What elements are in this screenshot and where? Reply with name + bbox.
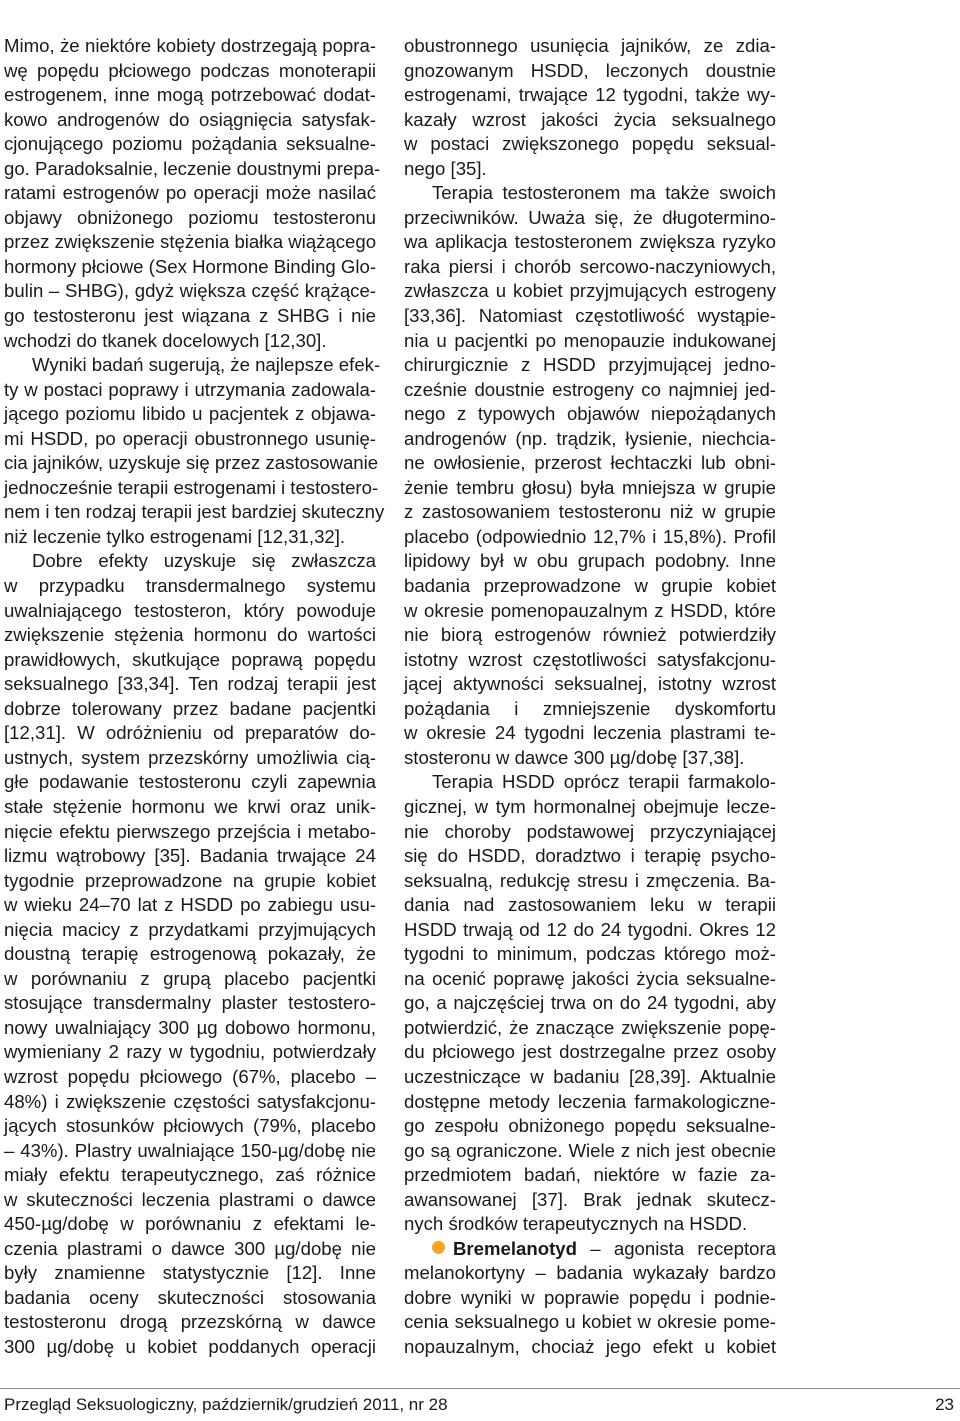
line-text: na ocenić poprawę jakości życia seksualne-: [404, 967, 776, 989]
line-text: awansowanej [37]. Brak jednak skutecz-: [404, 1188, 776, 1210]
text-line: [4, 500, 385, 525]
text-line: [4, 1310, 376, 1335]
line-text: objawy obniżonego poziomu testosteronu: [4, 206, 376, 228]
line-text: obustronnego usunięcia jajników, ze zdia-: [404, 35, 776, 56]
line-text: nego z typowych objawów niepożądanych: [404, 403, 776, 425]
text-line: [404, 255, 776, 280]
line-text: go testosteronu jest wiązana z SHBG i nie: [4, 305, 376, 327]
line-text: placebo (odpowiednio 12,7% i 15,8%). Profil: [404, 525, 776, 547]
text-line: [4, 34, 376, 59]
line-text: dobre wyniki w poprawie popędu i podnie-: [404, 1286, 776, 1308]
text-line: [404, 476, 776, 501]
text-line: [404, 206, 776, 231]
line-text: nięcia macicy z przydatkami przyjmujących: [4, 918, 376, 940]
line-text: w przypadku transdermalnego systemu: [4, 575, 376, 597]
text-line: [4, 918, 376, 943]
left-column: [4, 34, 385, 1360]
line-text: Wyniki badań sugerują, że najlepsze efek-: [32, 354, 381, 376]
line-text: przeciwników. Uważa się, że długotermino-: [404, 206, 776, 228]
line-text: przedmiotem badań, niektóre w fazie za-: [404, 1164, 776, 1186]
line-text: doustną terapię estrogenową pokazały, że: [4, 943, 376, 965]
text-line: [404, 1016, 776, 1041]
line-text: nie choroby podstawowej przyczyniającej: [404, 820, 776, 842]
text-line: [404, 157, 776, 182]
text-line: [404, 623, 776, 648]
line-text: czenia plastrami o dawce 300 µg/dobę nie: [4, 1237, 376, 1259]
text-line: [4, 1139, 376, 1164]
line-text: uczestniczące w badaniu [28,39]. Aktualnie: [404, 1065, 776, 1087]
line-text: nem i ten rodzaj terapii jest bardziej skuteczny: [4, 501, 385, 523]
text-line: [4, 991, 376, 1016]
line-text: melanokortyny – badania wykazały bardzo: [404, 1262, 776, 1284]
line-text: seksualną, redukcję stresu i zmęczenia. Ba-: [404, 869, 776, 891]
text-line: [4, 525, 376, 550]
text-line: [4, 1261, 376, 1286]
text-line: [404, 132, 776, 157]
text-line: [4, 206, 376, 231]
line-text: nych środków terapeutycznych na HSDD.: [404, 1213, 748, 1235]
text-line: [404, 967, 776, 992]
term-heading: Bremelanotyd: [453, 1237, 577, 1259]
text-line: [4, 599, 376, 624]
line-text: androgenów (np. trądzik, łysienie, niechcia-: [404, 427, 776, 449]
text-line: [4, 844, 376, 869]
line-text: go są ograniczone. Wiele z nich jest obecnie: [404, 1139, 776, 1161]
line-text: wchodzi do tkanek docelowych [12,30].: [4, 329, 327, 351]
text-line: [404, 525, 776, 550]
line-text: ustnych, system przezskórny umożliwia cią-: [4, 746, 376, 768]
line-text: przez zwiększenie stężenia białka wiążącego: [4, 231, 377, 253]
line-text: badania przeprowadzone w grupie kobiet: [404, 575, 776, 597]
text-line: [404, 1237, 776, 1262]
line-text: wymieniany 2 razy w tygodniu, potwierdzały: [4, 1041, 376, 1063]
text-line: [404, 648, 776, 673]
line-text: raka piersi i chorób sercowo-naczyniowych,: [404, 255, 776, 277]
text-line: [404, 353, 776, 378]
text-line: [4, 942, 376, 967]
text-line: [404, 721, 776, 746]
text-line: [4, 820, 376, 845]
text-line: [4, 1040, 376, 1065]
line-text: cjonującego poziomu pożądania seksualne-: [4, 133, 376, 155]
text-line: [4, 181, 376, 206]
line-text: jednocześnie terapii estrogenami i testostero-: [4, 476, 379, 498]
text-line: [404, 746, 776, 771]
line-text: wzrost popędu płciowego (67%, placebo –: [4, 1065, 376, 1087]
text-line: [404, 1212, 776, 1237]
line-text: ty w postaci poprawy i utrzymania zadowala-: [4, 378, 376, 400]
line-text: nego [35].: [404, 157, 487, 179]
line-text: nięcie efektu pierwszego przejścia i metabo-: [4, 820, 376, 842]
text-line: [4, 1114, 376, 1139]
text-line: [404, 1065, 776, 1090]
text-line: [404, 1040, 776, 1065]
text-line: [404, 1188, 776, 1213]
text-line: [4, 304, 376, 329]
right-column: [404, 34, 776, 1360]
line-text: były znamienne statystycznie [12]. Inne: [4, 1262, 376, 1284]
line-text: dostępne metody leczenia farmakologiczne-: [404, 1090, 776, 1112]
text-line: [4, 549, 376, 574]
line-text: cenia seksualnego u kobiet w okresie pome-: [404, 1311, 776, 1333]
text-line: [404, 942, 776, 967]
text-line: [404, 59, 776, 84]
line-text: się do HSDD, doradztwo i terapię psycho-: [404, 845, 776, 867]
line-text: – 43%). Plastry uwalniające 150-µg/dobę nie: [4, 1139, 376, 1161]
line-text: nowy uwalniający 300 µg dobowo hormonu,: [4, 1016, 376, 1038]
text-line: [4, 893, 376, 918]
line-text: du płciowego jest dostrzegalne przez osoby: [404, 1041, 776, 1063]
text-line: [4, 770, 376, 795]
line-text: nopauzalnym, chociaż jego efekt u kobiet: [404, 1335, 776, 1357]
text-line: [404, 279, 776, 304]
text-line: [4, 574, 376, 599]
text-line: [4, 451, 379, 476]
line-text: kowo androgenów do osiągnięcia satysfak-: [4, 108, 376, 130]
page-number: 23: [935, 1395, 954, 1414]
text-line: [4, 721, 376, 746]
line-text: 450-µg/dobę w porównaniu z efektami le-: [4, 1213, 376, 1235]
line-text: estrogenem, inne mogą potrzebować dodat-: [4, 84, 376, 106]
text-line: [404, 893, 776, 918]
line-text: w skuteczności leczenia plastrami o dawce: [4, 1188, 376, 1210]
text-line: [4, 1065, 376, 1090]
line-text: go, a najczęściej trwa on do 24 tygodni, aby: [404, 992, 776, 1014]
line-text: estrogenami, trwające 12 tygodni, także wy-: [404, 84, 776, 106]
line-text: nia u pacjentki po menopauzie indukowanej: [404, 329, 776, 351]
line-text: ne owłosienie, przerost łechtaczki lub obni-: [404, 452, 776, 474]
line-text: w postaci zwiększonego popędu seksual-: [404, 133, 776, 155]
line-text: w okresie 24 tygodni leczenia plastrami te-: [404, 722, 776, 744]
line-text: seksualnego [33,34]. Ten rodzaj terapii jest: [4, 673, 376, 695]
line-text: – agonista receptora: [577, 1237, 776, 1259]
line-text: głe podawanie testosteronu czyli zapewnia: [4, 771, 376, 793]
line-text: zwłaszcza u kobiet przyjmujących estrogeny: [404, 280, 776, 302]
text-line: [4, 795, 376, 820]
text-line: [4, 157, 381, 182]
line-text: badania oceny skuteczności stosowania: [4, 1286, 376, 1308]
text-line: [404, 181, 776, 206]
line-text: pożądania i zmniejszenie dyskomfortu: [404, 697, 776, 719]
line-text: prawidłowych, skutkujące poprawą popędu: [4, 648, 376, 670]
text-line: [4, 1212, 376, 1237]
text-line: [404, 820, 776, 845]
line-text: w porównaniu z grupą placebo pacjentki: [4, 967, 376, 989]
text-line: [404, 574, 776, 599]
text-line: [404, 1114, 776, 1139]
text-line: [404, 869, 776, 894]
text-line: [404, 697, 776, 722]
text-line: [4, 648, 376, 673]
line-text: go zespołu obniżonego popędu seksualne-: [404, 1115, 776, 1137]
line-text: dania nad zastosowaniem leku w terapii: [404, 894, 776, 916]
text-line: [4, 59, 376, 84]
text-line: [4, 1016, 376, 1041]
line-text: potwierdzić, że znaczące zwiększenie popę-: [404, 1016, 776, 1038]
line-text: 48%) i zwiększenie częstości satysfakcjonu-: [4, 1090, 376, 1112]
line-text: HSDD trwają od 12 do 24 tygodni. Okres 12: [404, 918, 776, 940]
line-text: lipidowy był w obu grupach podobny. Inne: [404, 550, 776, 572]
line-text: [33,36]. Natomiast częstotliwość wystąpie-: [404, 305, 776, 327]
line-text: bulin – SHBG), gdyż większa część krążące-: [4, 280, 376, 302]
text-line: [4, 623, 376, 648]
text-line: [4, 108, 376, 133]
text-line: [404, 1286, 776, 1311]
text-line: [404, 1090, 776, 1115]
text-line: [404, 770, 776, 795]
line-text: wę popędu płciowego podczas monoterapii: [4, 59, 376, 81]
line-text: gnozowanym HSDD, leczonych doustnie: [404, 59, 776, 81]
text-line: [4, 83, 376, 108]
text-line: [404, 599, 776, 624]
text-line: [404, 329, 776, 354]
text-line: [4, 697, 376, 722]
line-text: dobrze tolerowany przez badane pacjentki: [4, 697, 376, 719]
line-text: lizmu wątrobowy [35]. Badania trwające 24: [4, 845, 376, 867]
text-line: [4, 1090, 376, 1115]
line-text: wa aplikacja testosteronem zwiększa ryzyko: [404, 231, 776, 253]
text-line: [4, 967, 376, 992]
bullet-icon: [432, 1241, 445, 1254]
line-text: uwalniającego testosteron, który powoduje: [4, 599, 376, 621]
text-line: [404, 795, 776, 820]
text-line: [4, 132, 376, 157]
text-line: [404, 1163, 776, 1188]
line-text: [12,31]. W odróżnieniu od preparatów do-: [4, 722, 376, 744]
line-text: z zastosowaniem testosteronu niż w grupie: [404, 501, 776, 523]
line-text: w okresie pomenopauzalnym z HSDD, które: [404, 599, 776, 621]
text-line: [404, 304, 776, 329]
text-line: [4, 329, 376, 354]
text-line: [4, 402, 376, 427]
text-line: [404, 549, 776, 574]
line-text: Terapia testosteronem ma także swoich: [432, 182, 776, 204]
line-text: zwiększenie stężenia hormonu do wartości: [4, 624, 376, 646]
line-text: jących stosunków płciowych (79%, placebo: [4, 1115, 376, 1137]
line-text: chirurgicznie z HSDD przyjmującej jedno-: [404, 354, 776, 376]
text-line: [4, 746, 376, 771]
text-line: [404, 83, 776, 108]
text-line: [4, 279, 376, 304]
line-text: ratami estrogenów po operacji może nasilać: [4, 182, 376, 204]
line-text: jącej aktywności seksualnej, istotny wzrost: [404, 673, 776, 695]
line-text: go. Paradoksalnie, leczenie doustnymi prepa-: [4, 157, 381, 179]
text-line: [404, 108, 776, 133]
text-line: [404, 378, 776, 403]
text-line: [404, 844, 776, 869]
text-line: [404, 918, 776, 943]
text-line: [404, 1335, 776, 1360]
line-text: cia jajników, uzyskuje się przez zastosowanie: [4, 452, 379, 474]
line-text: gicznej, w tym hormonalnej obejmuje lecze-: [404, 795, 776, 817]
text-line: [404, 1261, 776, 1286]
text-line: [404, 34, 776, 59]
text-line: [4, 378, 376, 403]
line-text: stosteronu w dawce 300 µg/dobę [37,38].: [404, 746, 745, 768]
journal-citation: Przegląd Seksuologiczny, październik/grudzień 2011, nr 28: [4, 1395, 448, 1414]
line-text: Mimo, że niektóre kobiety dostrzegają popra-: [4, 35, 376, 56]
line-text: istotny wzrost częstotliwości satysfakcjonu-: [404, 648, 776, 670]
text-line: [4, 672, 376, 697]
line-text: w wieku 24–70 lat z HSDD po zabiegu usu-: [4, 894, 376, 916]
line-text: kazały wzrost jakości życia seksualnego: [404, 108, 776, 130]
line-text: stosujące transdermalny plaster testostero-: [4, 992, 376, 1014]
text-line: [4, 427, 376, 452]
text-line: [4, 353, 381, 378]
text-line: [404, 427, 776, 452]
text-line: [404, 991, 776, 1016]
line-text: stałe stężenie hormonu we krwi oraz unik-: [4, 795, 376, 817]
line-text: żenie tembru głosu) była mniejsza w grupie: [404, 476, 776, 498]
line-text: cześnie doustnie estrogeny co najmniej jed-: [404, 378, 776, 400]
text-line: [4, 476, 379, 501]
text-line: [404, 672, 776, 697]
text-line: [404, 402, 776, 427]
text-line: [4, 1286, 376, 1311]
text-line: [4, 1188, 376, 1213]
line-text: 300 µg/dobę u kobiet poddanych operacji: [4, 1335, 376, 1357]
line-text: hormony płciowe (Sex Hormone Binding Glo-: [4, 255, 377, 277]
line-text: Terapia HSDD oprócz terapii farmakolo-: [432, 771, 776, 793]
text-line: [404, 230, 776, 255]
text-line: [404, 500, 776, 525]
text-line: [4, 230, 376, 255]
text-line: [404, 1139, 776, 1164]
line-text: jącego poziomu libido u pacjentek z objawa-: [4, 403, 376, 425]
line-text: Dobre efekty uzyskuje się zwłaszcza: [32, 550, 376, 572]
text-line: [4, 1237, 376, 1262]
line-text: nie biorą estrogenów również potwierdziły: [404, 624, 776, 646]
page-footer: [0, 1388, 960, 1421]
line-text: miały efektu terapeutycznego, zaś różnice: [4, 1164, 376, 1186]
text-line: [4, 1163, 376, 1188]
line-text: mi HSDD, po operacji obustronnego usunię-: [4, 427, 376, 449]
line-text: niż leczenie tylko estrogenami [12,31,32].: [4, 525, 346, 547]
text-line: [4, 255, 376, 280]
text-line: [404, 451, 776, 476]
text-line: [4, 869, 376, 894]
line-text: tygodnie przeprowadzone na grupie kobiet: [4, 869, 376, 891]
line-text: testosteronu drogą przezskórną w dawce: [4, 1311, 376, 1333]
text-line: [4, 1335, 376, 1360]
text-line: [404, 1310, 776, 1335]
line-text: tygodni to minimum, podczas którego moż-: [404, 943, 776, 965]
